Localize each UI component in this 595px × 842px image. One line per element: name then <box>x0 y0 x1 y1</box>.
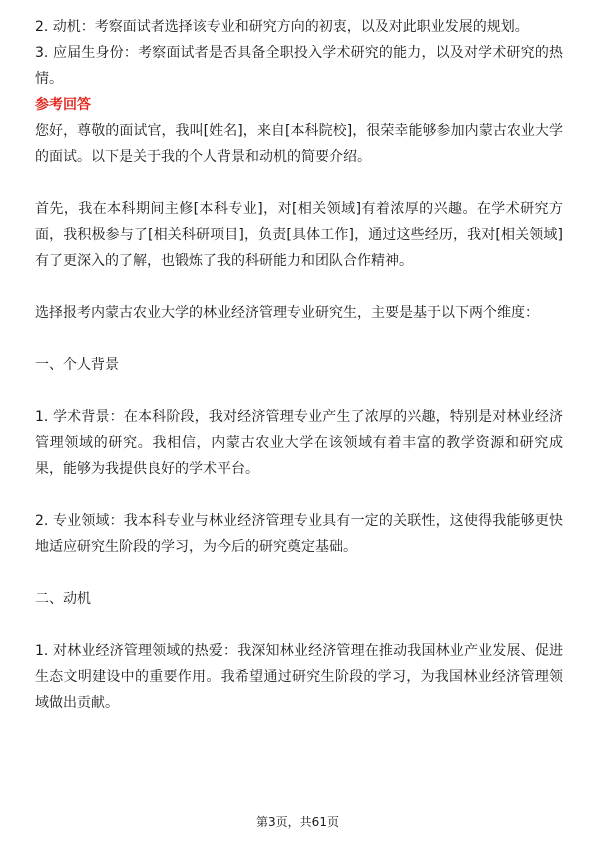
motivation-item: 2. 动机：考察面试者选择该专业和研究方向的初衷，以及对此职业发展的规划。 <box>35 19 529 35</box>
paragraph-dimensions: 选择报考内蒙古农业大学的林业经济管理专业研究生，主要是基于以下两个维度： <box>35 305 539 321</box>
section-heading-personal-background: 一、个人背景 <box>35 357 119 373</box>
spacer <box>35 326 563 352</box>
section-heading-motivation: 二、动机 <box>35 591 91 607</box>
spacer <box>35 274 563 300</box>
professional-field-item: 2. 专业领域：我本科专业与林业经济管理专业具有一定的关联性，这使得我能够更快地适应研究生阶段的学习，为今后的研究奠定基础。 <box>35 513 563 555</box>
spacer <box>35 378 563 404</box>
paragraph-background: 首先，我在本科期间主修[本科专业]，对[相关领域]有着浓厚的兴趣。在学术研究方面，我积极参与了[相关科研项目]，负责[具体工作]，通过这些经历，我对[相关领域]有了更深入的了解，也锻炼了我的科研能力和团队合作精神。 <box>35 201 563 269</box>
academic-background-item: 1. 学术背景：在本科阶段，我对经济管理专业产生了浓厚的兴趣，特别是对林业经济管理领域的研究。我相信，内蒙古农业大学在该领域有着丰富的教学资源和研究成果，能够为我提供良好的学术平台。 <box>35 409 563 477</box>
document-body <box>35 14 563 716</box>
page-number: 第3页，共61页 <box>256 815 339 829</box>
spacer <box>35 560 563 586</box>
spacer <box>35 170 563 196</box>
answer-heading: 参考回答 <box>35 97 91 113</box>
paragraph-intro: 您好，尊敬的面试官，我叫[姓名]，来自[本科院校]，很荣幸能够参加内蒙古农业大学的面试。以下是关于我的个人背景和动机的简要介绍。 <box>35 123 563 165</box>
graduate-status-item: 3. 应届生身份：考察面试者是否具备全职投入学术研究的能力，以及对学术研究的热情。 <box>35 45 563 87</box>
spacer <box>35 612 563 638</box>
passion-item: 1. 对林业经济管理领域的热爱：我深知林业经济管理在推动我国林业产业发展、促进生态文明建设中的重要作用。我希望通过研究生阶段的学习，为我国林业经济管理领域做出贡献。 <box>35 643 563 711</box>
spacer <box>35 482 563 508</box>
